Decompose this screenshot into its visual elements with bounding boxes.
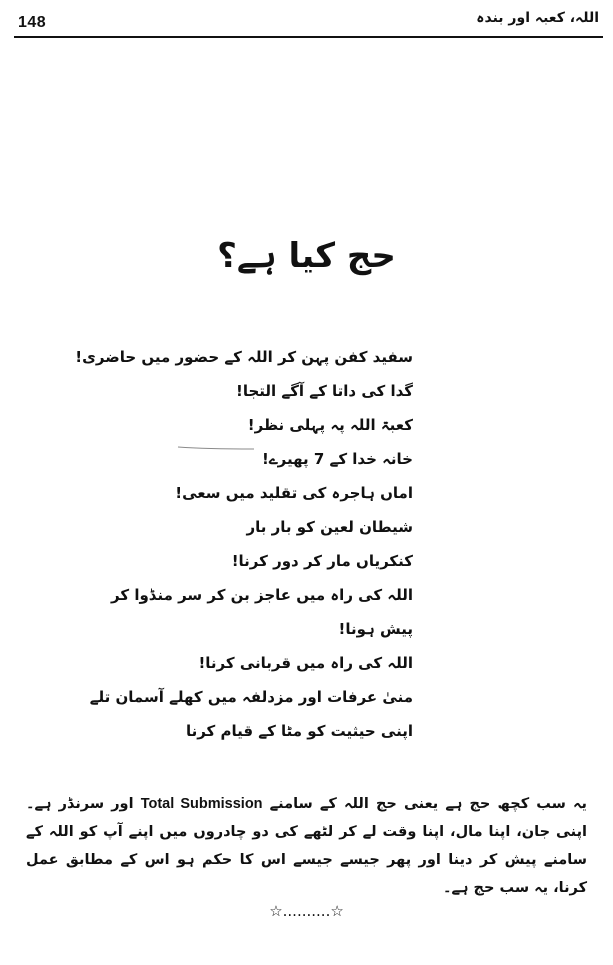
paragraph-latin-phrase: Total Submission <box>140 796 263 812</box>
poem-line: شیطان لعین کو بار بار <box>246 518 413 536</box>
page-header <box>0 0 613 40</box>
page-number: 148 <box>18 14 47 31</box>
poem-line: اللہ کی راہ میں عاجز بن کر سر منڈوا کر <box>111 586 413 604</box>
poem-line: خانہ خدا کے 7 پھیرے! <box>262 450 413 468</box>
paragraph-part-2: اور سرنڈر ہے۔ اپنی جان، اپنا مال، اپنا وقت لے کر لٹھے کی دو چادروں میں اپنے آپ کو اللہ کے سامنے پیش کر دینا اور پھر جیسے جیسے اس کا حکم ہو اس کے مطابق عمل کرنا، یہ سب حج ہے۔ <box>26 796 587 896</box>
poem-line: منیٰ عرفات اور مزدلفہ میں کھلے آسمان تلے <box>89 688 413 706</box>
poem-line: گدا کی داتا کے آگے التجا! <box>236 382 413 400</box>
poem-line: اللہ کی راہ میں قربانی کرنا! <box>198 654 413 672</box>
body-paragraph <box>26 790 587 902</box>
poem-line: سفید کفن پہن کر اللہ کے حضور میں حاضری! <box>75 348 413 366</box>
paragraph-part-1: یہ سب کچھ حج ہے یعنی حج اللہ کے سامنے <box>262 796 587 812</box>
poem-line: کنکریاں مار کر دور کرنا! <box>231 552 413 570</box>
header-rule <box>14 36 603 38</box>
paragraph-text <box>26 790 587 902</box>
section-end-ornament: ☆..........☆ <box>269 902 344 920</box>
poem-line: اپنی حیثیت کو مٹا کے قیام کرنا <box>185 722 413 740</box>
chapter-title: حج کیا ہے؟ <box>217 236 396 276</box>
poem-line: اماں ہاجرہ کی تقلید میں سعی! <box>175 484 413 502</box>
poem <box>75 340 413 748</box>
poem-line: پیش ہونا! <box>338 620 413 638</box>
running-head: اللہ، کعبہ اور بندہ <box>476 10 599 26</box>
poem-line: کعبۃ اللہ پہ پہلی نظر! <box>247 416 413 434</box>
